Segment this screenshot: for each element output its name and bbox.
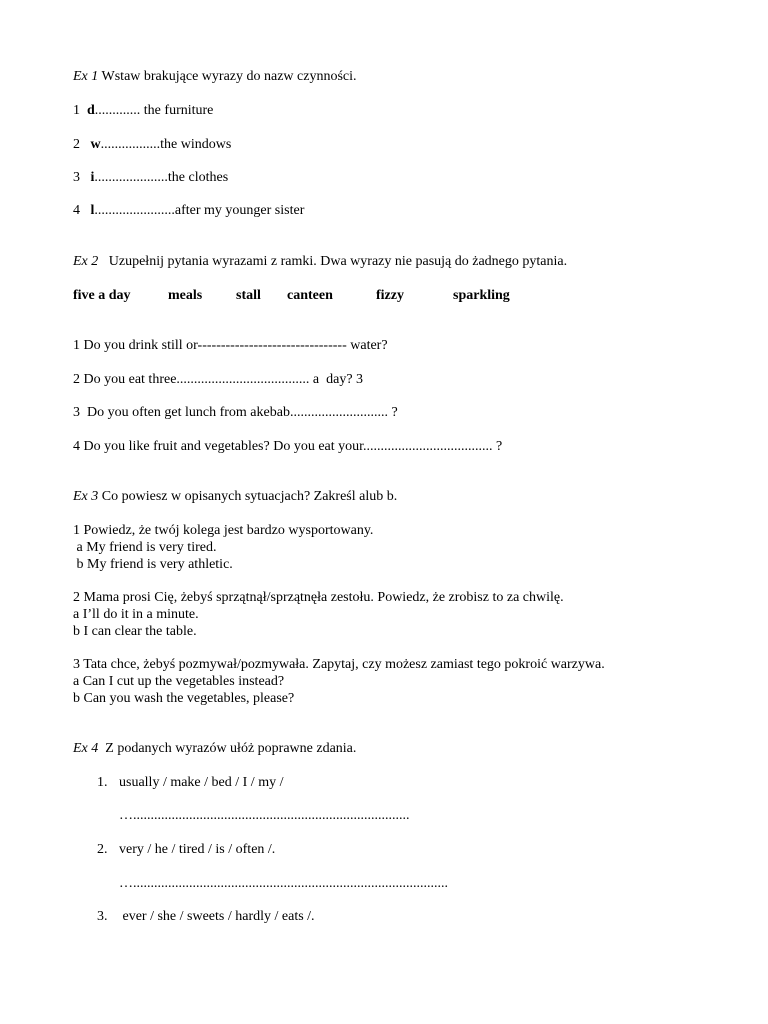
ex4-item-number: 1. <box>97 775 108 790</box>
ex2-question: 1 Do you drink still or-------------------------------- water? <box>73 338 388 353</box>
ex1-item-letter: l <box>90 203 95 218</box>
ex1-item <box>73 137 231 153</box>
ex1-item-text: .................the windows <box>100 137 232 152</box>
ex1-item-letter: w <box>90 137 101 152</box>
ex1-item-number: 3 <box>73 170 91 185</box>
ex4-instruction: Z podanych wyrazów ułóż poprawne zdania. <box>98 741 357 756</box>
ex4-item-number: 3. <box>97 909 108 924</box>
ex1-item-text: .......................after my younger sister <box>94 203 305 218</box>
ex4-answer-line: …............................................................................... <box>119 808 410 823</box>
word-box-item: five a day <box>73 288 131 303</box>
ex1-item-letter: d <box>87 103 95 118</box>
word-box-item: sparkling <box>453 288 510 303</box>
ex3-situation-prompt: 2 Mama prosi Cię, żebyś sprzątnął/sprzątnęła zestołu. Powiedz, że zrobisz to za chwilę. <box>73 590 564 605</box>
ex3-option-a: a My friend is very tired. <box>73 540 217 555</box>
word-box-item: canteen <box>287 288 333 303</box>
ex1-label: Ex 1 <box>73 69 99 84</box>
ex3-option-a: a Can I cut up the vegetables instead? <box>73 674 285 689</box>
ex1-item <box>73 203 304 219</box>
ex1-item-text: .....................the clothes <box>94 170 229 185</box>
ex3-situation-prompt: 1 Powiedz, że twój kolega jest bardzo wysportowany. <box>73 523 374 538</box>
ex4-label: Ex 4 <box>73 741 99 756</box>
ex3-label: Ex 3 <box>73 489 99 504</box>
word-box-item: stall <box>236 288 261 303</box>
ex1-item <box>73 170 228 186</box>
ex1-item-letter: i <box>90 170 95 185</box>
word-box-item: meals <box>168 288 203 303</box>
ex1-heading <box>73 69 357 85</box>
ex1-item-text: ............. the furniture <box>94 103 214 118</box>
ex4-item-number: 2. <box>97 842 108 857</box>
ex2-question: 2 Do you eat three...................................... a day? 3 <box>73 372 364 387</box>
ex2-heading <box>73 254 567 270</box>
ex3-instruction: Co powiesz w opisanych sytuacjach? Zakreśl alub b. <box>98 489 398 504</box>
ex1-item-number: 2 <box>73 137 91 152</box>
ex3-option-b: b I can clear the table. <box>73 624 197 639</box>
ex1-item <box>73 103 213 119</box>
ex4-answer-line: ….......................................................................................... <box>119 876 448 891</box>
ex1-item-number: 4 <box>73 203 91 218</box>
ex4-item-words: usually / make / bed / I / my / <box>119 775 284 790</box>
ex3-heading <box>73 489 397 505</box>
ex3-option-b: b My friend is very athletic. <box>73 557 233 572</box>
ex2-question: 3 Do you often get lunch from akebab............................ ? <box>73 405 398 420</box>
ex2-question: 4 Do you like fruit and vegetables? Do you eat your..................................... ? <box>73 439 503 454</box>
ex1-instruction: Wstaw brakujące wyrazy do nazw czynności. <box>98 69 357 84</box>
ex4-heading <box>73 741 356 757</box>
ex2-instruction: Uzupełnij pytania wyrazami z ramki. Dwa wyrazy nie pasują do żadnego pytania. <box>98 254 568 269</box>
ex4-item-words: ever / she / sweets / hardly / eats /. <box>119 909 315 924</box>
ex1-item-number: 1 <box>73 103 87 118</box>
ex3-situation-prompt: 3 Tata chce, żebyś pozmywał/pozmywała. Zapytaj, czy możesz zamiast tego pokroić warzywa. <box>73 657 605 672</box>
ex4-item-words: very / he / tired / is / often /. <box>119 842 276 857</box>
ex3-option-b: b Can you wash the vegetables, please? <box>73 691 295 706</box>
ex3-option-a: a I’ll do it in a minute. <box>73 607 199 622</box>
word-box-item: fizzy <box>376 288 404 303</box>
ex2-label: Ex 2 <box>73 254 99 269</box>
